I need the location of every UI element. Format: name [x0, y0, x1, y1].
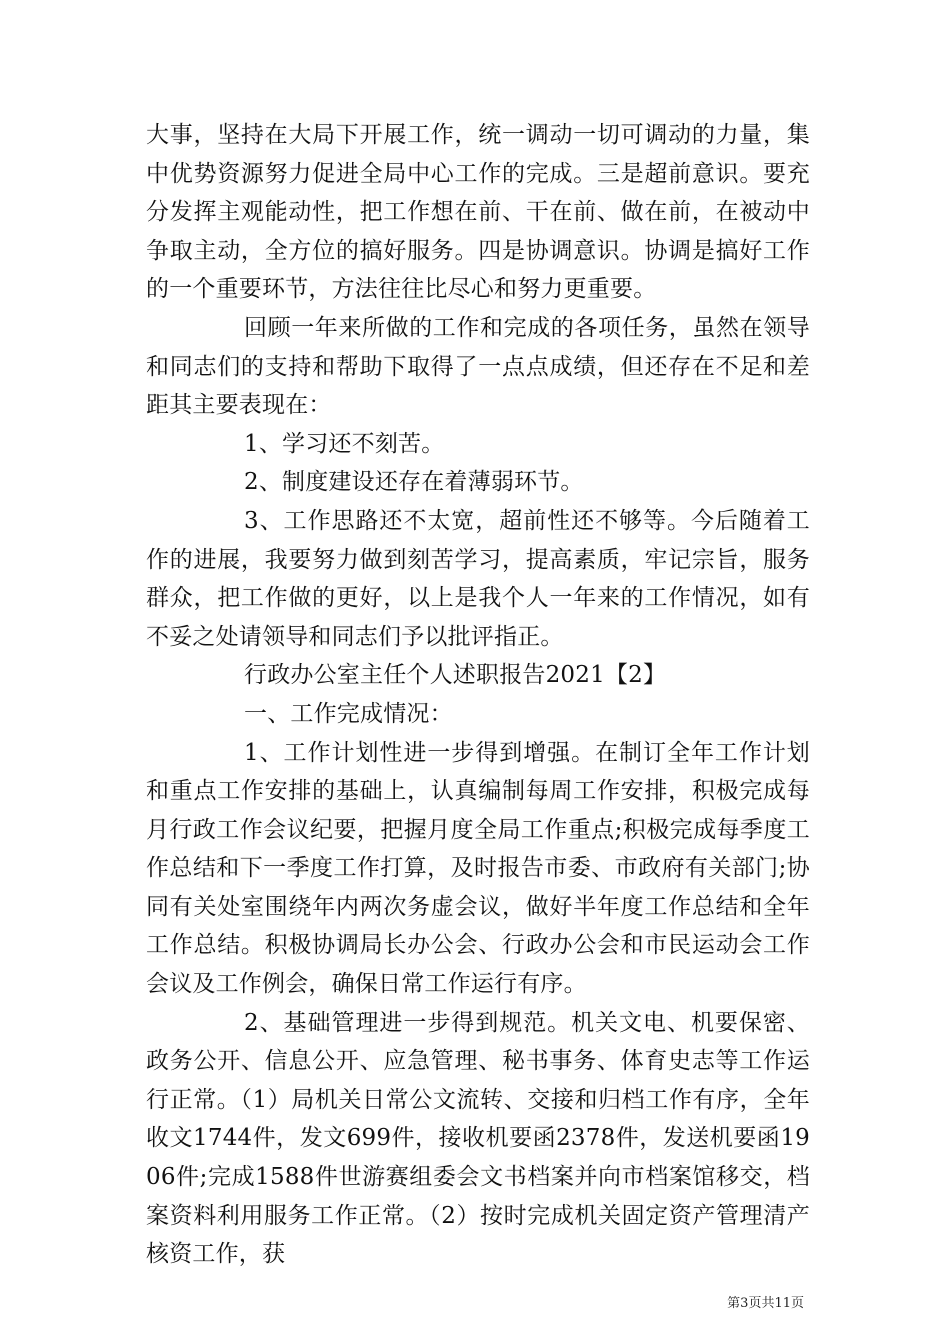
page-number: 第3页共11页	[727, 1296, 804, 1311]
list-item: 3、工作思路还不太宽，超前性还不够等。今后随着工作的进展，我要努力做到刻苦学习，提高素质，牢记宗旨，服务群众，把工作做的更好，以上是我个人一年来的工作情况，如有不妥之处请领导和同志们予以批评指正。	[146, 507, 810, 650]
paragraph-management: 2、基础管理进一步得到规范。机关文电、机要保密、政务公开、信息公开、应急管理、秘书事务、体育史志等工作运行正常。（1）局机关日常公文流转、交接和归档工作有序，全年收文1744件，发文699件，接收机要函2378件，发送机要函1906件;完成1588件世游赛组委会文书档案并向市档案馆移交，档案资料利用服务工作正常。（2）按时完成机关固定资产管理清产核资工作，获	[146, 1009, 810, 1268]
section-title: 行政办公室主任个人述职报告2021【2】	[244, 662, 667, 689]
list-item: 2、制度建设还存在着薄弱环节。	[244, 469, 584, 496]
paragraph-continuation: 大事，坚持在大局下开展工作，统一调动一切可调动的力量，集中优势资源努力促进全局中心工作的完成。三是超前意识。要充分发挥主观能动性，把工作想在前、干在前、做在前，在被动中争取主动，全方位的搞好服务。四是协调意识。协调是搞好工作的一个重要环节，方法往往比尽心和努力更重要。	[146, 122, 810, 303]
document-body	[146, 116, 810, 1274]
paragraph-planning: 1、工作计划性进一步得到增强。在制订全年工作计划和重点工作安排的基础上，认真编制每周工作安排，积极完成每月行政工作会议纪要，把握月度全局工作重点;积极完成每季度工作总结和下一季度工作打算，及时报告市委、市政府有关部门;协同有关处室围绕年内两次务虚会议，做好半年度工作总结和全年工作总结。积极协调局长办公会、行政办公会和市民运动会工作会议及工作例会，确保日常工作运行有序。	[146, 739, 810, 998]
section-heading: 一、工作完成情况：	[244, 700, 453, 727]
paragraph-review: 回顾一年来所做的工作和完成的各项任务，虽然在领导和同志们的支持和帮助下取得了一点点成绩，但还存在不足和差距其主要表现在：	[146, 314, 810, 419]
list-item: 1、学习还不刻苦。	[244, 430, 445, 457]
